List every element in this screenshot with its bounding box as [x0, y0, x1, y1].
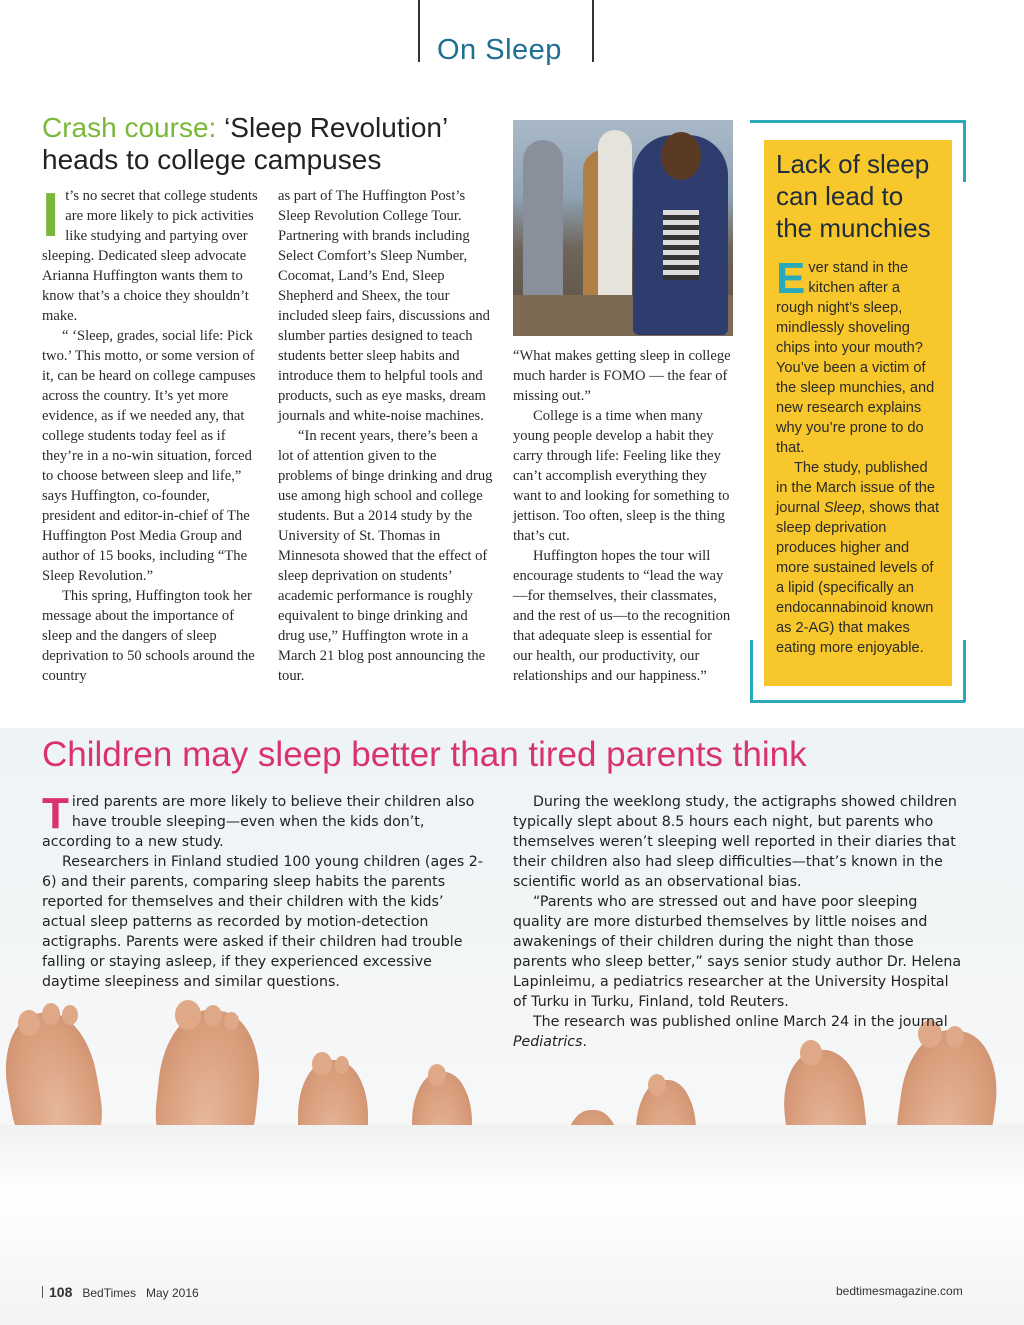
- toe: [312, 1052, 332, 1076]
- journal-name: Sleep: [823, 500, 862, 516]
- publication-name: BedTimes: [82, 1286, 136, 1300]
- paragraph: College is a time when many young people develop a habit they carry through life: Feeling like they can’t accomplish everything they want to and looking for something to jettison. Too often, sleep is the thing that’s cut.: [513, 408, 730, 544]
- headline-main: ‘Sleep Revolution’ heads to college campuses: [42, 112, 448, 175]
- paragraph: as part of The Huffington Post’s Sleep Revolution College Tour. Partnering with brands including Select Comfort’s Sleep Number, Cocomat, Land’s End, Sleep Shepherd and Sheex, the tour included sleep fairs, discussions and slumber parties designed to teach students better sleep habits and introduce them to helpful tools and products, such as eye masks, dream journals and white-noise machines.: [278, 188, 490, 424]
- striped-shirt: [663, 210, 699, 280]
- munchies-sidebar: [764, 140, 952, 686]
- sidebar-frame: [750, 700, 965, 703]
- paragraph: The research was published online March 24 in the journal Pediatrics.: [513, 1014, 948, 1050]
- sidebar-frame: [750, 640, 753, 702]
- footer-rule: [42, 1286, 43, 1298]
- student-figure: [523, 140, 563, 300]
- paragraph: “In recent years, there’s been a lot of attention given to the problems of binge drinking and drug use among high school and college students. But a 2014 study by the University of St. Thomas in Minnesota showed that the effect of sleep deprivation on students’ academic performance is roughly equivalent to binge drinking and drug use,” Huffington wrote in a March 21 blog post announcing the tour.: [278, 428, 493, 684]
- article1-headline: [42, 112, 512, 176]
- dropcap: I: [42, 181, 60, 250]
- paragraph: “ ‘Sleep, grades, social life: Pick two.’ This motto, or some version of it, can be heard on college campuses across the country. It’s yet more evidence, as if we needed any, that college students today feel as if they’re in a no-win situation, forced to choose between sleep and life,” says Huffington, co-founder, president and editor-in-chief of The Huffington Post Media Group and author of 15 books, including “The Sleep Revolution.”: [42, 328, 256, 584]
- journal-name: Pediatrics: [513, 1034, 583, 1050]
- toe: [18, 1010, 40, 1036]
- toe: [224, 1012, 239, 1030]
- paragraph: Researchers in Finland studied 100 young children (ages 2-6) and their parents, comparing sleep habits the parents reported for themselves and their children with the kids’ actual sleep patterns as recorded by motion-detection actigraphs. Parents were asked if their children had trouble falling or staying asleep, if they experienced excessive daytime sleepiness and similar questions.: [42, 854, 483, 990]
- paragraph: ver stand in the kitchen after a rough night’s sleep, mindlessly shoveling chips into your mouth? You’ve been a victim of the sleep munchies, and new research explains why you’re prone to do that.: [776, 260, 935, 456]
- paragraph: During the weeklong study, the actigraphs showed children typically slept about 8.5 hours each night, but parents who themselves weren’t sleeping well reported in their diaries that their children also had sleep difficulties—that’s known in the scientific world as an observational bias.: [513, 794, 957, 890]
- sidebar-frame: [750, 120, 965, 123]
- sidebar-title: Lack of sleep can lead to the munchies: [776, 149, 931, 243]
- article2-headline: Children may sleep better than tired parents think: [42, 735, 807, 774]
- student-figure: [598, 130, 632, 300]
- paragraph: “Parents who are stressed out and have poor sleeping quality are more disturbed themselves by little noises and awakenings of their children during the night than those parents who sleep better,” says senior study author Dr. Helena Lapinleimu, a pediatrics researcher at the University Hospital of Turku in Turku, Finland, told Reuters.: [513, 894, 962, 1010]
- paragraph: This spring, Huffington took her message about the importance of sleep and the dangers of sleep deprivation to 50 schools around the country: [42, 588, 255, 684]
- dropcap: E: [776, 254, 806, 303]
- toe: [175, 1000, 201, 1030]
- section-title: On Sleep: [437, 34, 562, 66]
- sidebar-frame: [963, 120, 966, 182]
- header-rule-left: [418, 0, 420, 62]
- paragraph: The study, published in the March issue of the journal Sleep, shows that sleep deprivation produces higher and more sustained levels of a lipid (specifically an endocannabinoid known as 2-AG) that makes eating more enjoyable.: [776, 460, 940, 656]
- toe: [62, 1005, 78, 1025]
- article2-column-1: [42, 789, 488, 992]
- headline-kicker: Crash course:: [42, 112, 217, 143]
- student-head: [661, 132, 701, 180]
- paragraph: “What makes getting sleep in college much harder is FOMO — the fear of missing out.”: [513, 348, 731, 404]
- article1-column-3: [513, 346, 731, 686]
- toe: [204, 1005, 222, 1027]
- website-link[interactable]: bedtimesmagazine.com: [836, 1284, 963, 1298]
- article1-column-2: [278, 186, 494, 686]
- header-rule-right: [592, 0, 594, 62]
- toe: [42, 1003, 60, 1025]
- toe: [648, 1074, 666, 1096]
- paragraph: t’s no secret that college students are more likely to pick activities like studying and partying over sleeping. Dedicated sleep advocate Arianna Huffington wants them to know that’s a choice they shouldn’t make.: [42, 188, 258, 324]
- sidebar-frame: [963, 640, 966, 702]
- footer-left: [42, 1284, 199, 1300]
- dropcap: T: [42, 789, 69, 838]
- article1-column-1: [42, 181, 260, 686]
- paragraph: Huffington hopes the tour will encourage students to “lead the way—for themselves, their classmates, and the rest of us—to the recognition that adequate sleep is essential for our health, our productivity, our relationships and our happiness.”: [513, 548, 731, 684]
- toe: [428, 1064, 446, 1086]
- paragraph: ired parents are more likely to believe their children also have trouble sleeping—even when the kids don’t, according to a new study.: [42, 794, 475, 850]
- students-photo: [513, 120, 733, 336]
- article2-column-2: [513, 792, 963, 1052]
- toe: [335, 1056, 349, 1074]
- page-number: 108: [49, 1284, 73, 1300]
- issue-date: May 2016: [145, 1286, 199, 1300]
